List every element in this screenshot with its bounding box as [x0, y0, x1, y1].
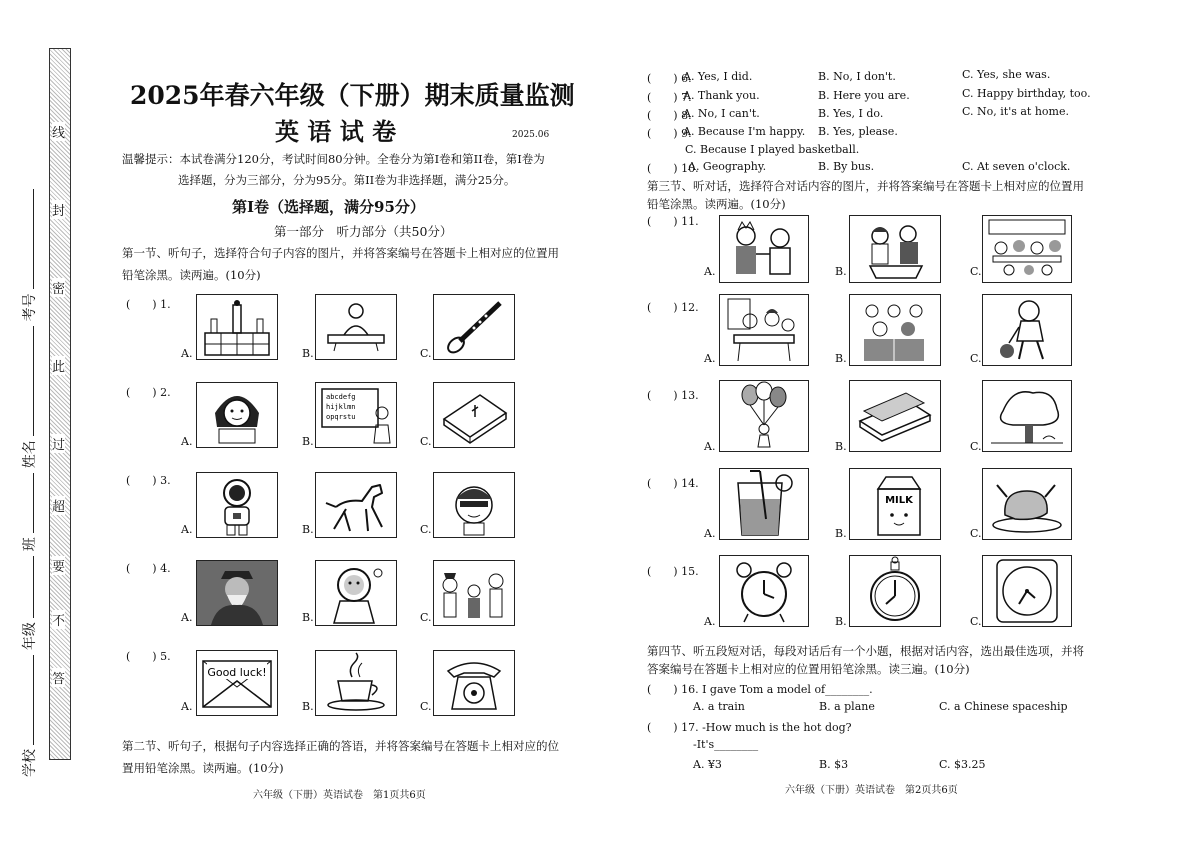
footer-right: 六年级（下册）英语试卷 第2页共6页: [785, 785, 958, 796]
svg-text:hijklmn: hijklmn: [326, 403, 356, 411]
section1-line-2: 铅笔涂黑。读两遍。(10分): [122, 268, 261, 282]
question-number: ( ) 11.: [647, 215, 699, 228]
section3-line-2: 铅笔涂黑。读两遍。(10分): [647, 197, 786, 211]
envelope-icon[interactable]: [196, 650, 278, 716]
option-label: B.: [835, 265, 847, 278]
question-number: ( ) 14.: [647, 477, 699, 490]
field-id-label: 考号: [22, 293, 38, 322]
q16-option-a[interactable]: A. a train: [693, 700, 745, 713]
kids-reading-icon[interactable]: [849, 215, 941, 283]
answer-option-a[interactable]: A. Yes, I did.: [683, 70, 753, 83]
question-number: ( ) 5.: [126, 650, 171, 663]
option-label: B.: [835, 440, 847, 453]
q16-option-c[interactable]: C. a Chinese spaceship: [939, 700, 1068, 713]
juice-icon[interactable]: [719, 468, 809, 540]
q17-option-a[interactable]: A. ¥3: [693, 758, 722, 771]
flute-icon[interactable]: [433, 294, 515, 360]
option-label: A.: [181, 700, 193, 713]
pirate-icon[interactable]: [433, 472, 515, 538]
binding-strip: [49, 48, 71, 760]
tip-line-1: 温馨提示：本试卷满分120分，考试时间80分钟。全卷分为第I卷和第II卷，第I卷为: [122, 152, 545, 166]
answer-option-a[interactable]: A. Thank you.: [683, 89, 760, 102]
binding-char: 过: [52, 434, 65, 453]
answer-option-b[interactable]: B. No, I don't.: [818, 70, 896, 83]
section4-line-1: 第四节、听五段短对话，每段对话后有一个小题，根据对话内容，选出最佳选项，并将: [647, 644, 1084, 658]
question-number: ( ) 12.: [647, 301, 699, 314]
option-label: C.: [970, 440, 982, 453]
balloons-icon[interactable]: [719, 380, 809, 452]
svg-text:opqrstu: opqrstu: [326, 413, 356, 421]
option-label: A.: [181, 611, 193, 624]
field-name-label: 姓名: [22, 440, 38, 469]
option-label: A.: [181, 347, 193, 360]
question-number: ( ) 6.: [647, 72, 692, 85]
exam-subtitle: 英 语 试 卷: [275, 117, 397, 146]
section2-line-2: 置用铅笔涂黑。读两遍。(10分): [122, 761, 284, 775]
field-grade-line[interactable]: [33, 556, 34, 618]
answer-option-b[interactable]: B. Here you are.: [818, 89, 910, 102]
question-number: ( ) 13.: [647, 389, 699, 402]
binding-char: 超: [52, 496, 65, 515]
wall-clock-icon[interactable]: [982, 555, 1072, 627]
good-luck-text: Good luck!: [207, 666, 267, 679]
binding-char: 此: [52, 356, 65, 375]
book-icon[interactable]: [433, 382, 515, 448]
section4-line-2: 答案编号在答题卡上相对应的位置用铅笔涂黑。读三遍。(10分): [647, 662, 970, 676]
answer-option-a[interactable]: A. Geography.: [688, 160, 767, 173]
field-class-label: 班: [22, 537, 38, 552]
question-number: ( ) 8.: [647, 109, 692, 122]
option-label: A.: [181, 523, 193, 536]
answer-option-b[interactable]: B. Yes, I do.: [818, 107, 884, 120]
tree-icon[interactable]: [982, 380, 1072, 452]
girl-playing-guzheng-icon[interactable]: [315, 294, 397, 360]
section3-line-1: 第三节、听对话，选择符合对话内容的图片，并将答案编号在答题卡上相对应的位置用: [647, 179, 1084, 193]
answer-option-a[interactable]: A. No, I can't.: [683, 107, 760, 120]
astronaut-icon[interactable]: [196, 472, 278, 538]
telephone-icon[interactable]: [433, 650, 515, 716]
tip-line-2: 选择题，分为三部分，分为95分。第II卷为非选择题，满分25分。: [178, 173, 516, 187]
question-number: ( ) 1.: [126, 298, 171, 311]
binding-char: 要: [52, 556, 65, 575]
option-label: B.: [302, 347, 314, 360]
answer-option-b[interactable]: B. Yes, please.: [818, 125, 898, 138]
option-label: A.: [704, 440, 716, 453]
q17-option-c[interactable]: C. $3.25: [939, 758, 986, 771]
answer-option-c[interactable]: C. No, it's at home.: [962, 105, 1069, 118]
option-label: B.: [302, 700, 314, 713]
section2-line-1: 第二节、听句子，根据句子内容选择正确的答语，并将答案编号在答题卡上相对应的位: [122, 739, 559, 753]
option-label: C.: [420, 435, 432, 448]
option-label: B.: [302, 611, 314, 624]
girl-writing-icon[interactable]: [196, 382, 278, 448]
answer-option-a[interactable]: A. Because I'm happy.: [683, 125, 806, 138]
answer-option-c[interactable]: C. Because I played basketball.: [685, 143, 860, 156]
classroom-icon[interactable]: [982, 215, 1072, 283]
teacher-at-board-icon[interactable]: [315, 382, 397, 448]
field-name-line[interactable]: [33, 326, 34, 436]
student-info-fields: [19, 77, 41, 777]
binding-char: 不: [52, 610, 65, 629]
answer-option-c[interactable]: C. Yes, she was.: [962, 68, 1051, 81]
option-label: A.: [704, 527, 716, 540]
q17-answer-line: -It's________: [693, 738, 759, 751]
svg-text:abcdefg: abcdefg: [326, 393, 356, 401]
question-number: ( ) 2.: [126, 386, 171, 399]
option-label: A.: [704, 265, 716, 278]
option-label: A.: [704, 352, 716, 365]
option-label: B.: [302, 435, 314, 448]
option-label: C.: [970, 352, 982, 365]
field-school-line[interactable]: [33, 655, 34, 745]
question-number: ( ) 15.: [647, 565, 699, 578]
field-id-line[interactable]: [33, 189, 34, 289]
family-dinner-icon[interactable]: [719, 294, 809, 366]
exam-title: 2025年春六年级（下册）期末质量监测: [130, 81, 575, 110]
two-boys-talking-icon[interactable]: [719, 215, 809, 283]
q17-stem: ( ) 17. -How much is the hot dog?: [647, 721, 852, 734]
q16-option-b[interactable]: B. a plane: [819, 700, 875, 713]
kids-with-books-icon[interactable]: [849, 294, 941, 366]
answer-option-c[interactable]: C. At seven o'clock.: [962, 160, 1071, 173]
option-label: C.: [970, 615, 982, 628]
binding-char: 线: [52, 122, 65, 141]
option-label: A.: [181, 435, 193, 448]
q17-option-b[interactable]: B. $3: [819, 758, 849, 771]
footer-left: 六年级（下册）英语试卷 第1页共6页: [253, 790, 426, 801]
astronaut-boy-icon[interactable]: [315, 560, 397, 626]
option-label: C.: [420, 700, 432, 713]
milk-label: MILK: [885, 495, 913, 506]
field-class-line[interactable]: [33, 473, 34, 533]
option-label: C.: [970, 265, 982, 278]
pocket-watch-icon[interactable]: [849, 555, 941, 627]
horse-icon[interactable]: [315, 472, 397, 538]
option-label: B.: [835, 527, 847, 540]
confucius-portrait-icon[interactable]: [196, 560, 278, 626]
answer-option-b[interactable]: B. By bus.: [818, 160, 875, 173]
option-label: C.: [970, 527, 982, 540]
binding-char: 答: [52, 668, 65, 687]
option-label: A.: [704, 615, 716, 628]
question-number: ( ) 9.: [647, 127, 692, 140]
question-number: ( ) 10.: [647, 162, 699, 175]
option-label: B.: [302, 523, 314, 536]
milk-carton-icon[interactable]: [849, 468, 941, 540]
option-label: C.: [420, 523, 432, 536]
field-school-label: 学校: [22, 749, 38, 777]
question-number: ( ) 7.: [647, 91, 692, 104]
chess-pieces-icon[interactable]: [196, 294, 278, 360]
question-number: ( ) 3.: [126, 474, 171, 487]
roast-chicken-icon[interactable]: [982, 468, 1072, 540]
family-icon[interactable]: [433, 560, 515, 626]
volume1-heading: 第I卷（选择题，满分95分）: [232, 198, 425, 216]
coffee-cup-icon[interactable]: [315, 650, 397, 716]
option-label: C.: [420, 347, 432, 360]
part1-heading: 第一部分 听力部分（共50分）: [274, 224, 453, 239]
answer-option-c[interactable]: C. Happy birthday, too.: [962, 87, 1091, 100]
exam-date: 2025.06: [512, 130, 550, 140]
option-label: B.: [835, 352, 847, 365]
alarm-clock-icon[interactable]: [719, 555, 809, 627]
section1-line-1: 第一节、听句子，选择符合句子内容的图片，并将答案编号在答题卡上相对应的位置用: [122, 246, 559, 260]
q16-stem: ( ) 16. I gave Tom a model of________.: [647, 683, 873, 696]
option-label: C.: [420, 611, 432, 624]
option-label: B.: [835, 615, 847, 628]
binding-char: 封: [52, 200, 65, 219]
boy-basketball-icon[interactable]: [982, 294, 1072, 366]
binding-char: 密: [52, 278, 65, 297]
field-grade-label: 年级: [22, 622, 38, 651]
question-number: ( ) 4.: [126, 562, 171, 575]
sandwich-icon[interactable]: [849, 380, 941, 452]
